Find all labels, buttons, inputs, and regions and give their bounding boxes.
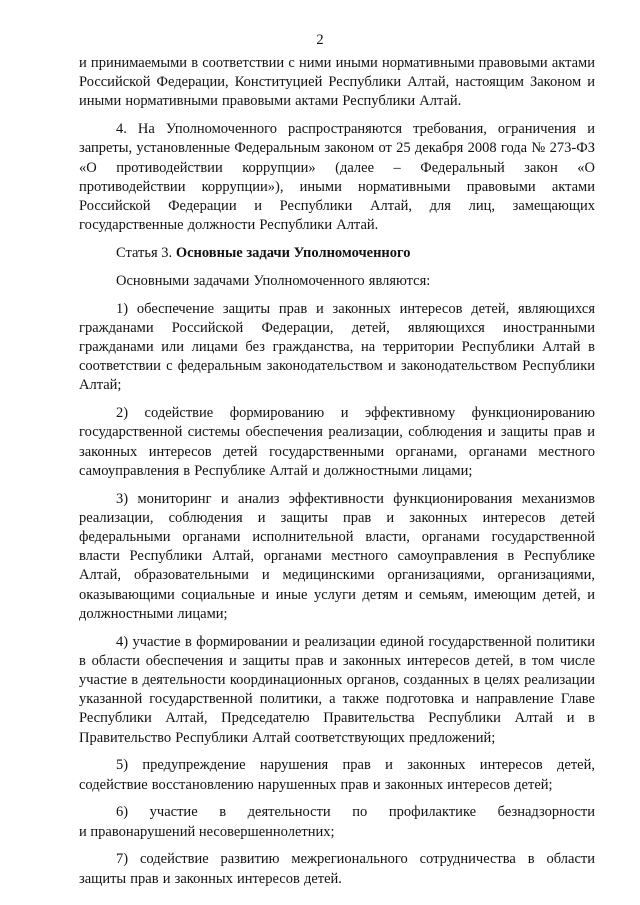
paragraph-continuation: и принимаемыми в соответствии с ними иными нормативными правовыми актами Российской Федерации, Конституцией Республики Алтай, настоящим Законом и иными нормативными правовыми актами Республики Алтай. [79,55,595,110]
task-item-6-line-2: и правонарушений несовершеннолетних; [79,823,335,840]
article-intro: Основными задачами Уполномоченного являются: [116,272,431,289]
task-item-2: 2) содействие формированию и эффективному функционированию государственной системы обеспечения реализации, соблюдения и защиты прав и законных интересов детей государственными органами, органами местного самоуправления в Республике Алтай и должностными лицами; [79,405,595,479]
document-body [79,54,595,897]
paragraph-part-4: 4. На Уполномоченного распространяются требования, ограничения и запреты, установленные Федеральным законом от 25 декабря 2008 года № 273-ФЗ «О противодействии коррупции» (далее – Федеральный закон «О противодействии коррупции»), иными нормативными правовыми актами Российской Федерации и Республики Алтай, для лиц, замещающих государственные должности Республики Алтай. [79,121,595,234]
task-item-4: 4) участие в формировании и реализации единой государственной политики в области обеспечения и защиты прав и законных интересов детей, в том числе участие в деятельности координационных органов, созданных в целях реализации указанной государственной политики, а также подготовка и направление Главе Республики Алтай, Председателю Правительства Республики Алтай и в Правительство Республики Алтай соответствующих предложений; [79,633,595,746]
task-item-3: 3) мониторинг и анализ эффективности функционирования механизмов реализации, соблюдения и защиты прав и законных интересов детей федеральными органами исполнительной власти, органами государственной власти Республики Алтай, органами местного самоуправления в Республике Алтай, образовательными и медицинскими организациями, организациями, оказывающими социальные и иные услуги детям и семьям, имеющим детей, и должностными лицами; [79,490,595,622]
task-item-6-line-1: 6) участие в деятельности по профилактике безнадзорности [116,804,595,821]
task-item-7: 7) содействие развитию межрегионального сотрудничества в области защиты прав и законных интересов детей. [79,851,595,887]
page-number: 2 [316,32,324,48]
task-item-1: 1) обеспечение защиты прав и законных интересов детей, являющихся гражданами Российской Федерации, детей, являющихся иностранными гражданами или лицами без гражданства, на территории Республики Алтай в соответствии с федеральным законодательством и законодательством Республики Алтай; [79,300,595,394]
article-heading [79,244,595,263]
task-item-5: 5) предупреждение нарушения прав и законных интересов детей, содействие восстановлению нарушенных прав и законных интересов детей; [79,757,595,793]
article-title: Основные задачи Уполномоченного [175,245,411,262]
task-item-6 [79,803,595,841]
article-prefix: Статья 3. [116,245,173,262]
